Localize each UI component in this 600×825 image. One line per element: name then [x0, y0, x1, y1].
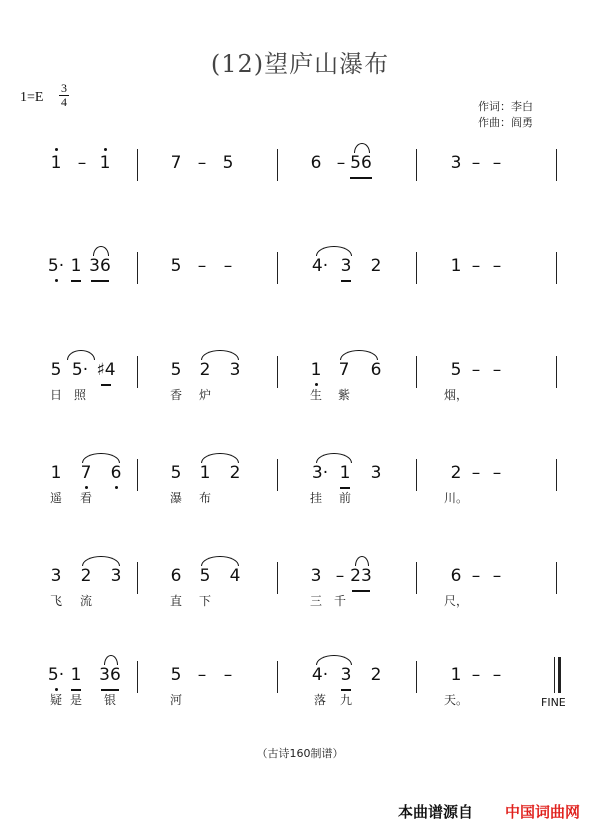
barline: [416, 459, 417, 491]
note: –: [471, 360, 481, 380]
time-numerator: 3: [61, 81, 67, 95]
note: 5·: [47, 665, 65, 685]
note: 6: [110, 463, 122, 483]
barline: [137, 356, 138, 388]
note: –: [492, 463, 502, 483]
barline: [277, 252, 278, 284]
lyric-syllable: 银: [103, 693, 117, 707]
time-signature: [58, 82, 70, 109]
beat-underline: [101, 384, 111, 386]
lyric-syllable: 炉: [198, 388, 212, 402]
note: 3: [229, 360, 241, 380]
barline: [416, 252, 417, 284]
note: 1: [199, 463, 211, 483]
octave-dot-above: [55, 148, 58, 151]
composer-credit: 作曲：阎勇: [478, 116, 533, 129]
note: 3·: [311, 463, 329, 483]
lyric-syllable: 下: [198, 594, 212, 608]
note: –: [471, 463, 481, 483]
barline: [556, 562, 557, 594]
note: –: [471, 665, 481, 685]
note: 2: [229, 463, 241, 483]
note: 3: [370, 463, 382, 483]
note: 36: [99, 665, 121, 685]
note: 1: [450, 665, 462, 685]
lyric-syllable: 看: [79, 491, 93, 505]
lyric-syllable: 直: [169, 594, 183, 608]
note: 5: [222, 153, 234, 173]
octave-dot-above: [104, 148, 107, 151]
note: 7: [80, 463, 92, 483]
note: 5: [450, 360, 462, 380]
note: 2: [370, 256, 382, 276]
note: 6: [170, 566, 182, 586]
slur: [355, 556, 369, 566]
note: 5·: [47, 256, 65, 276]
barline: [558, 657, 561, 693]
lyric-syllable: 照: [73, 388, 87, 402]
note: 1: [50, 463, 62, 483]
slur: [201, 453, 239, 463]
lyric-syllable: 流: [79, 594, 93, 608]
lyric-syllable: 飞: [49, 594, 63, 608]
barline: [137, 459, 138, 491]
key-signature: [20, 81, 67, 109]
staff-row: [0, 360, 600, 432]
note: 6: [310, 153, 322, 173]
staff-row: [0, 463, 600, 535]
lyric-syllable: 千: [333, 594, 347, 608]
octave-dot-below: [85, 486, 88, 489]
lyric-syllable: 河: [169, 693, 183, 707]
staff-row: [0, 566, 600, 638]
note: 2: [80, 566, 92, 586]
barline: [277, 562, 278, 594]
fine-mark: FINE: [541, 696, 566, 709]
note: 5·: [71, 360, 89, 380]
lyric-syllable: 布: [198, 491, 212, 505]
note: –: [492, 360, 502, 380]
barline: [556, 356, 557, 388]
lyric-syllable: 日: [49, 388, 63, 402]
beat-underline: [101, 689, 119, 691]
barline: [416, 356, 417, 388]
barline: [277, 661, 278, 693]
slur: [201, 556, 239, 566]
note: 4·: [311, 256, 329, 276]
slur: [316, 655, 352, 665]
note: 7: [338, 360, 350, 380]
barline: [556, 252, 557, 284]
note: –: [197, 256, 207, 276]
note: –: [197, 153, 207, 173]
beat-underline: [350, 177, 372, 179]
note: –: [223, 665, 233, 685]
note: –: [336, 153, 346, 173]
staff-row: [0, 153, 600, 225]
key-prefix: 1=E: [20, 90, 44, 105]
note: 1: [450, 256, 462, 276]
page-title: (12)望庐山瀑布: [210, 50, 390, 78]
note: 6: [370, 360, 382, 380]
note: 5: [199, 566, 211, 586]
note: –: [492, 665, 502, 685]
note: 1: [50, 153, 62, 173]
beat-underline: [341, 280, 351, 282]
time-denominator: 4: [61, 95, 67, 109]
source-label: 本曲谱源自: [398, 803, 474, 821]
slur: [316, 453, 352, 463]
final-barline: [554, 657, 555, 693]
lyric-syllable: 落: [313, 693, 327, 707]
lyric-syllable: 天。: [443, 693, 469, 707]
note: 23: [350, 566, 372, 586]
note: –: [492, 153, 502, 173]
source-site: 中国词曲网: [505, 803, 581, 821]
barline: [137, 562, 138, 594]
barline: [277, 356, 278, 388]
note: 2: [199, 360, 211, 380]
note: 4·: [311, 665, 329, 685]
octave-dot-below: [115, 486, 118, 489]
barline: [416, 149, 417, 181]
note: 56: [350, 153, 372, 173]
note: –: [471, 566, 481, 586]
note: –: [77, 153, 87, 173]
barline: [556, 149, 557, 181]
lyric-syllable: 烟，: [443, 388, 469, 402]
note: 5: [50, 360, 62, 380]
note: 36: [89, 256, 111, 276]
lyric-syllable: 是: [69, 693, 83, 707]
barline: [416, 562, 417, 594]
arranger-note: （古诗160制谱）: [256, 747, 344, 760]
note: 3: [340, 665, 352, 685]
note: 4: [229, 566, 241, 586]
note: 1: [99, 153, 111, 173]
note: 1: [310, 360, 322, 380]
lyric-syllable: 川。: [443, 491, 469, 505]
note: 7: [170, 153, 182, 173]
note: –: [223, 256, 233, 276]
note: –: [492, 256, 502, 276]
staff-row: [0, 665, 600, 737]
lyric-syllable: 挂: [309, 491, 323, 505]
slur: [82, 556, 120, 566]
note: –: [471, 256, 481, 276]
note: 3: [340, 256, 352, 276]
lyric-syllable: 疑: [49, 693, 63, 707]
note: 3: [310, 566, 322, 586]
beat-underline: [341, 689, 351, 691]
barline: [556, 459, 557, 491]
lyric-syllable: 九: [339, 693, 353, 707]
note: 2: [370, 665, 382, 685]
note: 5: [170, 463, 182, 483]
note: –: [197, 665, 207, 685]
note: 1: [339, 463, 351, 483]
beat-underline: [71, 689, 81, 691]
lyric-syllable: 遥: [49, 491, 63, 505]
slur: [201, 350, 239, 360]
note: 3: [110, 566, 122, 586]
lyric-syllable: 前: [338, 491, 352, 505]
note: –: [492, 566, 502, 586]
lyric-syllable: 瀑: [169, 491, 183, 505]
octave-dot-below: [55, 688, 58, 691]
note: ♯4: [96, 360, 116, 380]
barline: [137, 149, 138, 181]
beat-underline: [71, 280, 81, 282]
note: –: [471, 153, 481, 173]
staff-row: [0, 256, 600, 328]
note: 3: [50, 566, 62, 586]
note: 1: [70, 665, 82, 685]
lyric-syllable: 香: [169, 388, 183, 402]
beat-underline: [340, 487, 350, 489]
note: 5: [170, 256, 182, 276]
beat-underline: [352, 590, 370, 592]
credits: [478, 99, 533, 131]
barline: [277, 459, 278, 491]
barline: [137, 661, 138, 693]
slur: [104, 655, 118, 665]
slur: [82, 453, 120, 463]
note: 5: [170, 665, 182, 685]
lyric-syllable: 紫: [337, 388, 351, 402]
slur: [93, 246, 109, 256]
barline: [137, 252, 138, 284]
note: 6: [450, 566, 462, 586]
note: 5: [170, 360, 182, 380]
note: 3: [450, 153, 462, 173]
note: –: [335, 566, 345, 586]
note: 1: [70, 256, 82, 276]
barline: [416, 661, 417, 693]
slur: [316, 246, 352, 256]
lyric-syllable: 三: [309, 594, 323, 608]
beat-underline: [91, 280, 109, 282]
slur: [340, 350, 378, 360]
octave-dot-below: [315, 383, 318, 386]
slur: [67, 350, 95, 360]
lyricist-credit: 作词：李白: [478, 100, 533, 113]
note: 2: [450, 463, 462, 483]
barline: [277, 149, 278, 181]
slur: [354, 143, 370, 153]
lyric-syllable: 生: [309, 388, 323, 402]
octave-dot-below: [55, 279, 58, 282]
lyric-syllable: 尺，: [443, 594, 469, 608]
